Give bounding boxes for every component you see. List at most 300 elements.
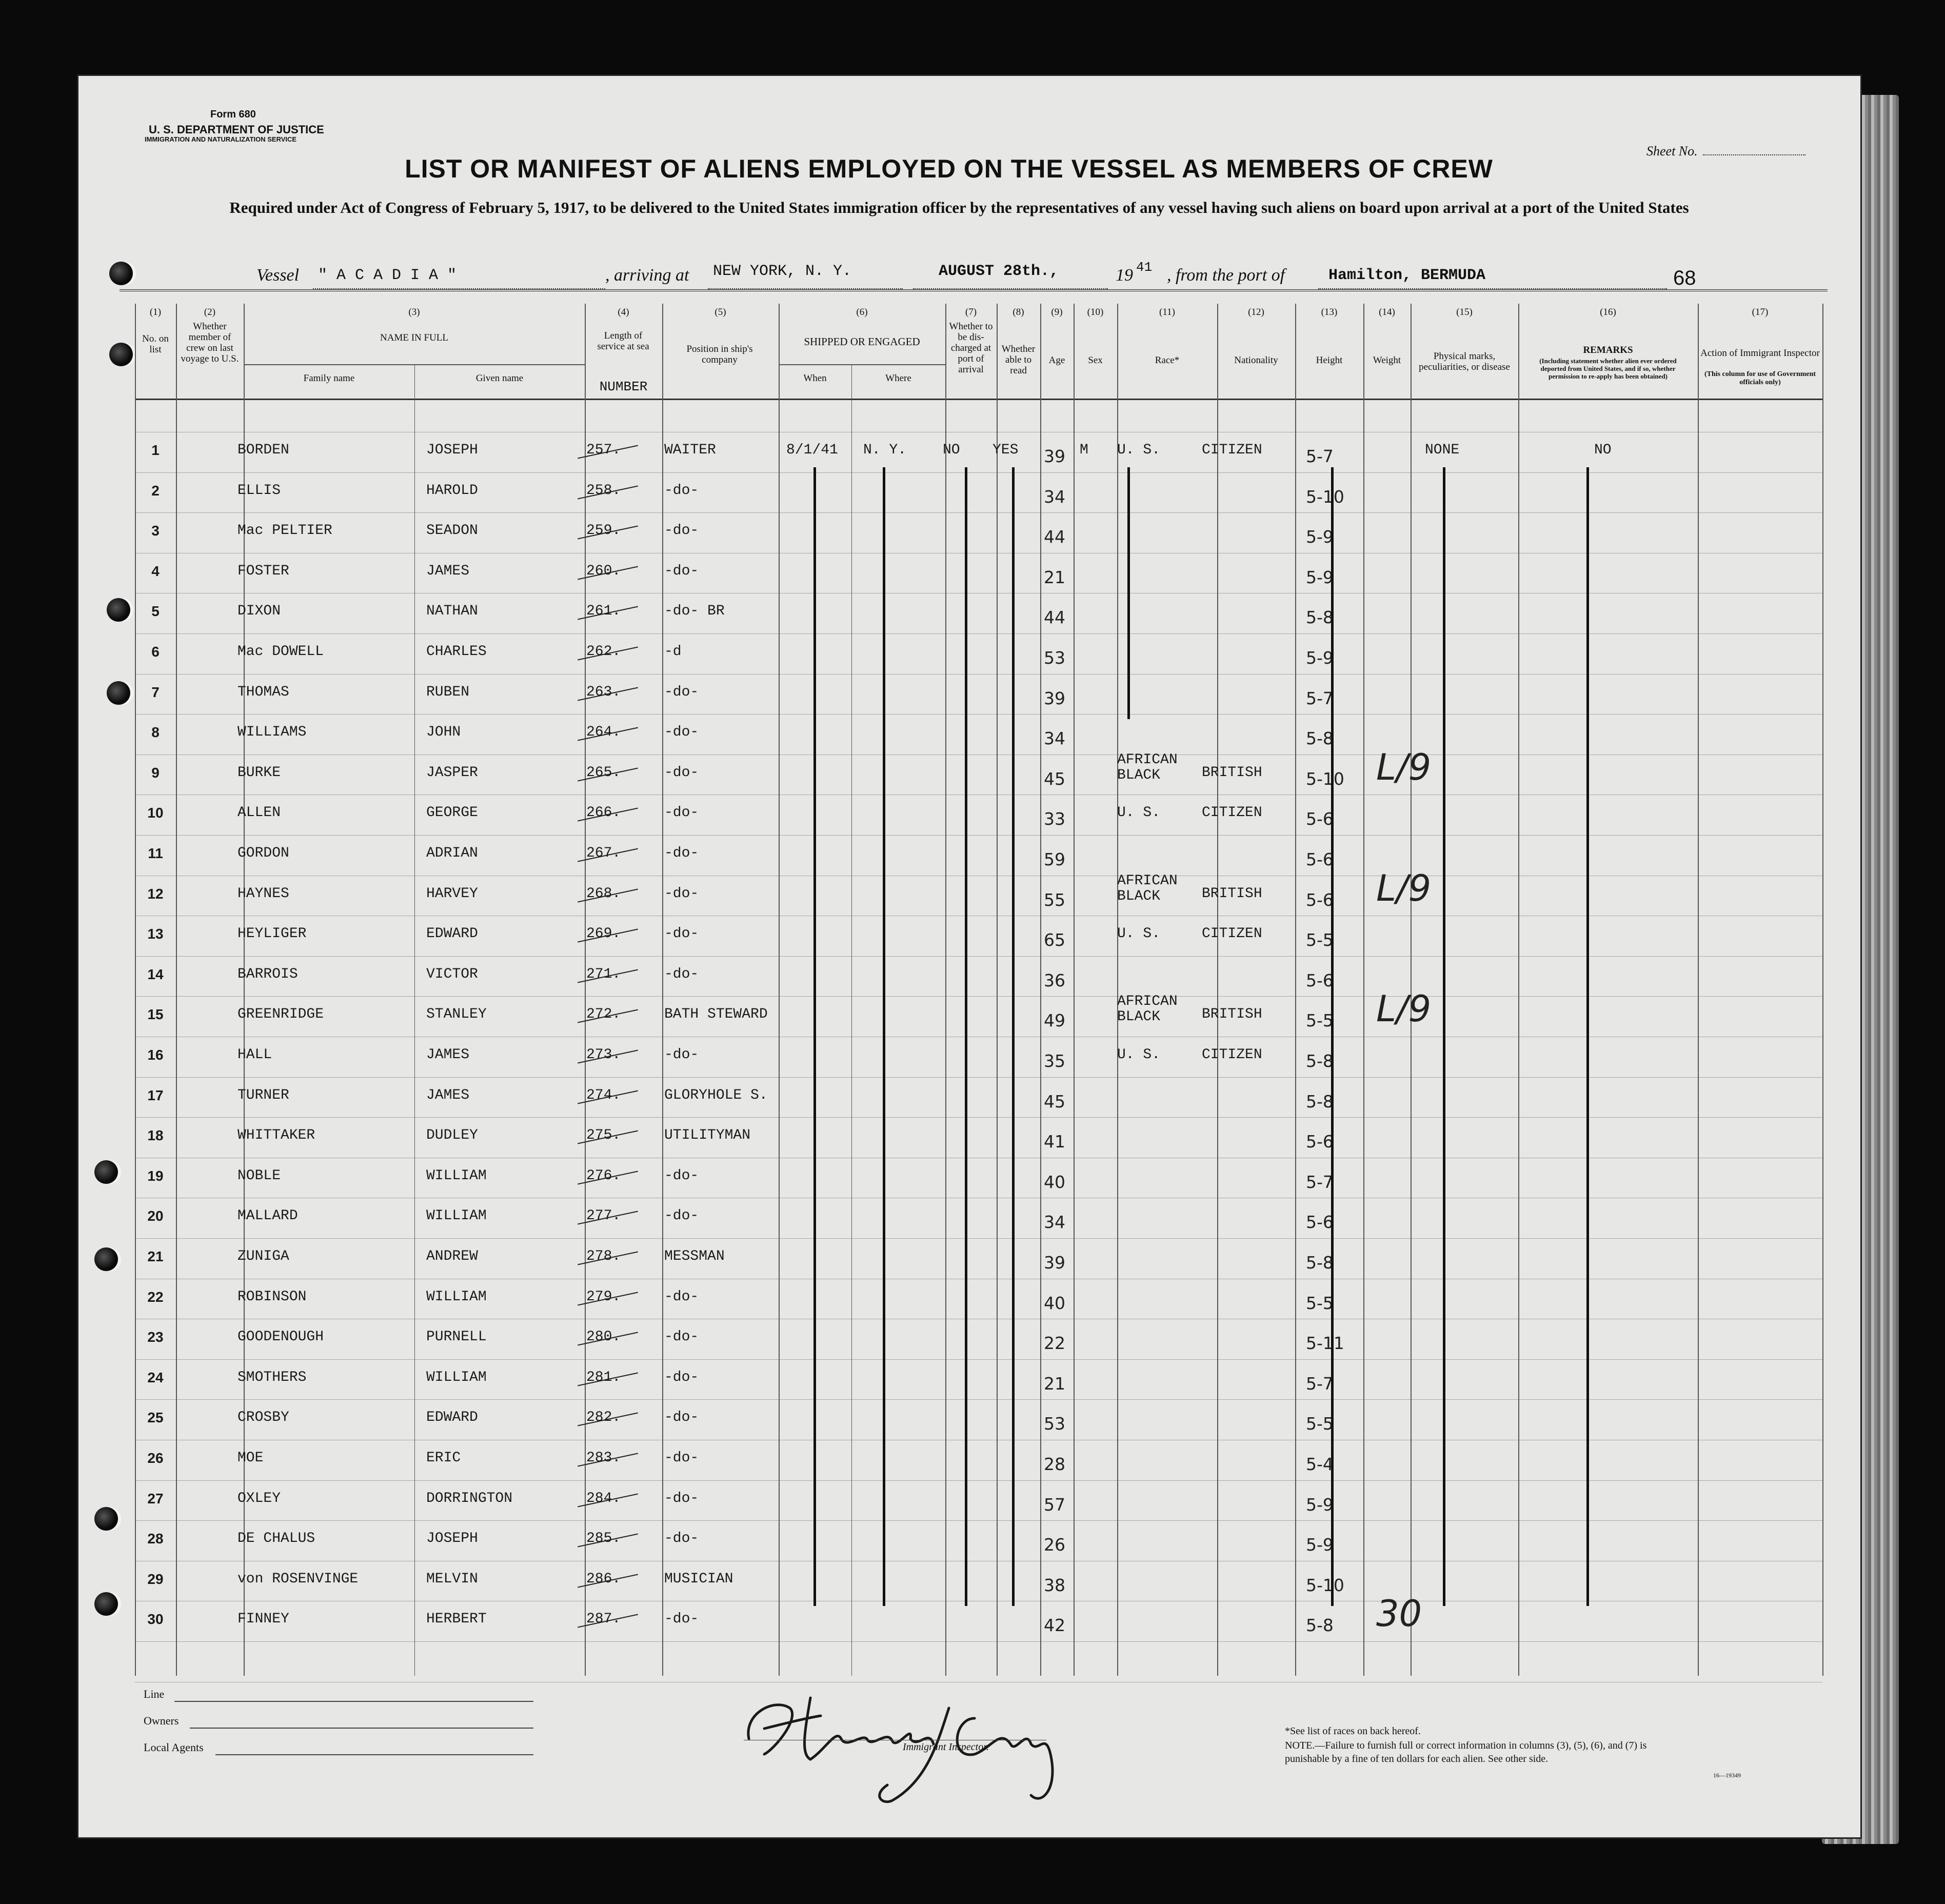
row-number: 258. (586, 482, 621, 499)
row-number: 261. (586, 603, 621, 620)
row-height: 5-9 (1306, 648, 1334, 668)
col-header-sex: Sex (1088, 355, 1103, 366)
form-number: Form 680 (210, 109, 256, 120)
row-no: 20 (147, 1208, 164, 1224)
row-given: WILLIAM (426, 1369, 487, 1385)
col-header-remarks: REMARKS (1583, 345, 1633, 355)
row-age: 28 (1044, 1454, 1065, 1474)
row-given: ERIC (426, 1450, 461, 1466)
row-age: 39 (1044, 688, 1065, 708)
row-no: 13 (147, 926, 164, 942)
row-given: STANLEY (426, 1006, 487, 1023)
row-position: WAITER (664, 442, 716, 458)
row-position: -do- (664, 1329, 699, 1345)
col-num: (14) (1379, 307, 1395, 318)
row-age: 55 (1044, 889, 1065, 910)
row-number: 266. (586, 805, 621, 821)
row-position: MESSMAN (664, 1248, 725, 1264)
row-height: 5-6 (1306, 1132, 1334, 1152)
vessel-label: Vessel (256, 266, 300, 285)
page-number: 68 (1673, 267, 1696, 289)
row-family: NOBLE (237, 1167, 281, 1184)
row-position: -do- (664, 885, 699, 902)
row-age: 38 (1044, 1575, 1065, 1595)
row-age: 53 (1044, 1414, 1065, 1434)
row-height: 5-5 (1306, 1010, 1334, 1031)
row-family: Mac PELTIER (237, 523, 332, 539)
row-family: WHITTAKER (237, 1127, 315, 1144)
ditto-line (883, 467, 885, 1607)
row-position: -do- (664, 1410, 699, 1426)
col-header-remarks-note: (Including statement whether alien ever ordered deported from United States, and if so, whether permission to re-apply has been obtained) (1539, 357, 1677, 380)
row-when: 8/1/41 (786, 442, 838, 458)
row-age: 22 (1044, 1333, 1065, 1354)
row-position: -do- (664, 1450, 699, 1466)
year-suffix: 41 (1136, 260, 1153, 275)
row-given: JOSEPH (426, 442, 478, 458)
row-number: 263. (586, 684, 621, 700)
col-num: (7) (965, 307, 977, 318)
row-number: 283. (586, 1450, 621, 1466)
row-age: 49 (1044, 1010, 1065, 1031)
punch-hole (109, 343, 133, 366)
col-header-position: Position in ship's company (686, 344, 753, 365)
row-family: BURKE (237, 764, 281, 781)
row-age: 44 (1044, 607, 1065, 628)
row-family: TURNER (237, 1087, 289, 1103)
row-family: OXLEY (237, 1490, 281, 1506)
row-given: JAMES (426, 1087, 470, 1103)
row-height: 5-10 (1306, 1575, 1344, 1595)
row-family: THOMAS (237, 684, 289, 700)
row-family: MALLARD (237, 1208, 298, 1224)
row-no: 18 (147, 1127, 164, 1144)
row-age: 53 (1044, 648, 1065, 668)
page-title: LIST OR MANIFEST OF ALIENS EMPLOYED ON THE VESSEL AS MEMBERS OF CREW (405, 154, 1493, 183)
row-family: BARROIS (237, 966, 298, 982)
row-no: 2 (151, 482, 160, 499)
row-position: UTILITYMAN (664, 1127, 751, 1144)
row-age: 39 (1044, 446, 1065, 466)
row-discharged: NO (943, 442, 960, 458)
vessel-name: " A C A D I A " (318, 267, 457, 284)
row-no: 23 (147, 1329, 164, 1345)
row-height: 5-8 (1306, 728, 1334, 749)
row-given: EDWARD (426, 1410, 478, 1426)
row-number: 281. (586, 1369, 621, 1385)
row-no: 15 (147, 1006, 164, 1023)
row-position: -do- (664, 1611, 699, 1628)
col-num: (13) (1321, 307, 1338, 318)
row-height: 5-9 (1306, 1535, 1334, 1555)
col-header-name: NAME IN FULL (380, 332, 448, 343)
row-number: 277. (586, 1208, 621, 1224)
year-prefix: 19 (1116, 266, 1133, 285)
row-mark-hand: 30 (1376, 1593, 1422, 1635)
col-num: (11) (1159, 307, 1175, 318)
row-mark-hand: L/9 (1376, 867, 1432, 909)
row-height: 5-7 (1306, 446, 1334, 466)
col-num: (6) (856, 307, 868, 318)
signature-caption: Immigrant Inspector. (903, 1741, 989, 1753)
row-age: 45 (1044, 1091, 1065, 1112)
row-nationality: BRITISH (1202, 764, 1262, 781)
from-port-label: , from the port of (1167, 266, 1285, 285)
row-position: -do- (664, 563, 699, 579)
row-number: 282. (586, 1410, 621, 1426)
row-remarks: NO (1594, 442, 1612, 458)
col-num: (17) (1752, 307, 1769, 318)
row-no: 17 (147, 1087, 164, 1103)
row-family: DE CHALUS (237, 1531, 315, 1547)
row-no: 1 (151, 442, 160, 458)
row-race: U. S. (1117, 926, 1161, 942)
row-position: -do- (664, 1531, 699, 1547)
col-header-race: Race* (1155, 355, 1180, 366)
col-header-height: Height (1316, 355, 1343, 366)
row-given: HAROLD (426, 482, 478, 499)
col-header-discharged: Whether to be dis-charged at port of arrival (949, 321, 993, 375)
row-height: 5-4 (1306, 1454, 1334, 1474)
punch-hole (94, 1247, 118, 1271)
row-number: 273. (586, 1047, 621, 1063)
row-no: 7 (151, 684, 160, 700)
row-family: FINNEY (237, 1611, 289, 1628)
row-no: 26 (147, 1450, 164, 1466)
row-given: JASPER (426, 764, 478, 781)
col-header-inspector: Action of Immigrant Inspector (1700, 348, 1820, 359)
row-number: 268. (586, 885, 621, 902)
row-nationality: CITIZEN (1202, 926, 1262, 942)
row-height: 5-6 (1306, 1212, 1334, 1233)
row-position: -do- BR (664, 603, 725, 620)
row-number: 265. (586, 764, 621, 781)
row-age: 41 (1044, 1132, 1065, 1152)
row-given: DUDLEY (426, 1127, 478, 1144)
row-no: 24 (147, 1369, 164, 1385)
row-number: 264. (586, 724, 621, 741)
row-number: 278. (586, 1248, 621, 1264)
row-age: 35 (1044, 1051, 1065, 1071)
row-position: -do- (664, 523, 699, 539)
row-given: ADRIAN (426, 845, 478, 861)
row-given: HERBERT (426, 1611, 487, 1628)
row-number: 269. (586, 926, 621, 942)
row-number: 272. (586, 1006, 621, 1023)
col-header-family-name: Family name (303, 373, 355, 384)
row-age: 34 (1044, 728, 1065, 749)
row-given: JOSEPH (426, 1531, 478, 1547)
row-height: 5-7 (1306, 1373, 1334, 1394)
col-num: (1) (149, 307, 162, 318)
ditto-line (1331, 467, 1334, 1607)
row-height: 5-8 (1306, 607, 1334, 628)
row-age: 36 (1044, 970, 1065, 990)
row-race: U. S. (1117, 442, 1161, 458)
row-given: GEORGE (426, 805, 478, 821)
row-race: AFRICAN BLACK (1117, 872, 1178, 904)
row-height: 5-6 (1306, 889, 1334, 910)
row-height: 5-5 (1306, 930, 1334, 950)
row-age: 26 (1044, 1535, 1065, 1555)
row-position: -do- (664, 684, 699, 700)
owners-label: Owners (144, 1714, 179, 1727)
row-race: AFRICAN BLACK (1117, 994, 1178, 1025)
row-number: 260. (586, 563, 621, 579)
row-height: 5-5 (1306, 1414, 1334, 1434)
col-num: (3) (408, 307, 420, 318)
row-given: PURNELL (426, 1329, 487, 1345)
col-num: (2) (204, 307, 216, 318)
row-given: EDWARD (426, 926, 478, 942)
row-sex: M (1080, 442, 1088, 458)
row-race: U. S. (1117, 805, 1161, 821)
row-given: NATHAN (426, 603, 478, 620)
row-age: 44 (1044, 527, 1065, 547)
col-header-age: Age (1048, 355, 1065, 366)
row-age: 34 (1044, 486, 1065, 507)
ditto-line (1127, 467, 1130, 720)
row-no: 14 (147, 966, 164, 982)
row-family: CROSBY (237, 1410, 289, 1426)
col-num: (10) (1087, 307, 1104, 318)
row-given: WILLIAM (426, 1288, 487, 1305)
col-header-read: Whether able to read (1001, 344, 1036, 376)
row-race: AFRICAN BLACK (1117, 751, 1178, 783)
row-height: 5-9 (1306, 567, 1334, 587)
row-age: 42 (1044, 1615, 1065, 1636)
row-family: GREENRIDGE (237, 1006, 324, 1023)
department-name: U. S. DEPARTMENT OF JUSTICE (149, 123, 324, 136)
row-position: -do- (664, 1288, 699, 1305)
punch-hole (94, 1160, 118, 1184)
manifest-table (135, 304, 1822, 1676)
sheet-number-label: Sheet No. (1646, 144, 1805, 159)
row-number: 279. (586, 1288, 621, 1305)
row-position: -do- (664, 764, 699, 781)
col-header-shipped: SHIPPED OR ENGAGED (804, 335, 920, 348)
from-port: Hamilton, BERMUDA (1328, 267, 1486, 284)
arriving-port: NEW YORK, N. Y. (713, 263, 852, 280)
row-number: 285. (586, 1531, 621, 1547)
row-age: 39 (1044, 1253, 1065, 1273)
row-given: DORRINGTON (426, 1490, 513, 1506)
row-number: 286. (586, 1571, 621, 1587)
vessel-line (0, 260, 1945, 291)
row-no: 19 (147, 1167, 164, 1184)
ditto-line (813, 467, 816, 1607)
row-nationality: CITIZEN (1202, 1047, 1262, 1063)
row-no: 3 (151, 523, 160, 539)
row-family: von ROSENVINGE (237, 1571, 359, 1587)
row-no: 16 (147, 1047, 164, 1063)
row-no: 30 (147, 1611, 164, 1628)
row-no: 28 (147, 1531, 164, 1547)
col-num: (9) (1051, 307, 1063, 318)
row-given: WILLIAM (426, 1208, 487, 1224)
row-nationality: BRITISH (1202, 1006, 1262, 1023)
row-age: 59 (1044, 849, 1065, 869)
row-position: -do- (664, 1369, 699, 1385)
col-header-where: Where (885, 373, 911, 384)
agents-label: Local Agents (144, 1741, 204, 1754)
row-no: 8 (151, 724, 160, 741)
row-height: 5-9 (1306, 1494, 1334, 1515)
row-no: 5 (151, 603, 160, 620)
row-no: 12 (147, 885, 164, 902)
row-age: 45 (1044, 768, 1065, 789)
row-position: -do- (664, 1167, 699, 1184)
ditto-line (1443, 467, 1445, 1607)
row-mark-hand: L/9 (1376, 746, 1432, 788)
row-position: -do- (664, 805, 699, 821)
row-family: Mac DOWELL (237, 644, 324, 660)
row-position: MUSICIAN (664, 1571, 733, 1587)
col-header-service: Length of service at sea (597, 330, 649, 352)
row-position: -do- (664, 966, 699, 982)
row-age: 21 (1044, 567, 1065, 587)
line-label: Line (144, 1688, 165, 1700)
row-height: 5-7 (1306, 688, 1334, 708)
row-height: 5-8 (1306, 1051, 1334, 1071)
row-given: ANDREW (426, 1248, 478, 1264)
row-given: JOHN (426, 724, 461, 741)
row-given: RUBEN (426, 684, 470, 700)
row-given: JAMES (426, 563, 470, 579)
arriving-label: , arriving at (605, 266, 689, 285)
punch-hole (94, 1507, 118, 1531)
row-position: -do- (664, 1208, 699, 1224)
col-num: (5) (715, 307, 726, 318)
row-no: 25 (147, 1410, 164, 1426)
form-code: 16—19349 (1713, 1772, 1741, 1779)
row-family: ZUNIGA (237, 1248, 289, 1264)
col-header-when: When (803, 373, 827, 384)
row-height: 5-8 (1306, 1253, 1334, 1273)
row-height: 5-5 (1306, 1293, 1334, 1313)
row-height: 5-6 (1306, 970, 1334, 990)
row-family: ROBINSON (237, 1288, 307, 1305)
row-number: 262. (586, 644, 621, 660)
row-height: 5-8 (1306, 1091, 1334, 1112)
row-number: 271. (586, 966, 621, 982)
arrival-date: AUGUST 28th., (939, 263, 1059, 280)
row-no: 6 (151, 644, 160, 660)
row-age: 57 (1044, 1494, 1065, 1515)
col-header-weight: Weight (1373, 355, 1401, 366)
row-age: 33 (1044, 809, 1065, 829)
row-number: 280. (586, 1329, 621, 1345)
row-family: GOODENOUGH (237, 1329, 324, 1345)
row-number: 274. (586, 1087, 621, 1103)
row-age: 21 (1044, 1373, 1065, 1394)
row-position: -do- (664, 1490, 699, 1506)
race-note: *See list of races on back hereof. (1285, 1726, 1421, 1737)
page-subtitle: Required under Act of Congress of February 5, 1917, to be delivered to the United States immigration officer by the representatives of any vessel having such aliens on board upon arrival at a port of the United States (229, 199, 1689, 216)
punch-hole (107, 681, 130, 705)
col-num: (16) (1600, 307, 1616, 318)
row-mark-hand: L/9 (1376, 988, 1432, 1030)
row-family: BORDEN (237, 442, 289, 458)
row-number: 259. (586, 523, 621, 539)
col-num: (15) (1456, 307, 1473, 318)
row-nationality: CITIZEN (1202, 805, 1262, 821)
row-family: HEYLIGER (237, 926, 307, 942)
col-num: (4) (618, 307, 629, 318)
row-height: 5-6 (1306, 849, 1334, 869)
row-height: 5-9 (1306, 527, 1334, 547)
row-given: SEADON (426, 523, 478, 539)
col-num: (12) (1248, 307, 1264, 318)
col-header-nationality: Nationality (1234, 355, 1278, 366)
row-height: 5-8 (1306, 1615, 1334, 1636)
row-height: 5-10 (1306, 486, 1344, 507)
row-family: FOSTER (237, 563, 289, 579)
col-header-marks: Physical marks, peculiarities, or disease (1419, 351, 1510, 372)
row-height: 5-6 (1306, 809, 1334, 829)
row-family: MOE (237, 1450, 264, 1466)
row-where: N. Y. (863, 442, 907, 458)
row-age: 34 (1044, 1212, 1065, 1233)
row-nationality: BRITISH (1202, 885, 1262, 902)
row-marks: NONE (1425, 442, 1460, 458)
row-given: CHARLES (426, 644, 487, 660)
punch-hole (94, 1592, 118, 1616)
row-no: 22 (147, 1288, 164, 1305)
row-family: WILLIAMS (237, 724, 307, 741)
row-no: 9 (151, 764, 160, 781)
row-height: 5-10 (1306, 768, 1344, 789)
row-position: -do- (664, 1047, 699, 1063)
service-name: IMMIGRATION AND NATURALIZATION SERVICE (145, 135, 297, 143)
col-header-no: No. on list (142, 333, 169, 355)
row-number: 267. (586, 845, 621, 861)
row-number: 275. (586, 1127, 621, 1144)
ditto-line (965, 467, 967, 1607)
row-position: -do- (664, 724, 699, 741)
col-num: (8) (1013, 307, 1024, 318)
row-given: WILLIAM (426, 1167, 487, 1184)
row-number: 276. (586, 1167, 621, 1184)
ditto-line (1012, 467, 1015, 1607)
row-read: YES (993, 442, 1019, 458)
row-family: SMOTHERS (237, 1369, 307, 1385)
row-age: 40 (1044, 1172, 1065, 1192)
row-nationality: CITIZEN (1202, 442, 1262, 458)
row-family: GORDON (237, 845, 289, 861)
row-position: -do- (664, 926, 699, 942)
row-age: 40 (1044, 1293, 1065, 1313)
row-position: -d (664, 644, 682, 660)
row-no: 29 (147, 1571, 164, 1587)
row-number: 284. (586, 1490, 621, 1506)
row-family: HAYNES (237, 885, 289, 902)
row-no: 27 (147, 1490, 164, 1506)
col-header-last-voyage: Whether member of crew on last voyage to U.S. (181, 321, 239, 364)
row-family: ELLIS (237, 482, 281, 499)
penalty-note: NOTE.—Failure to furnish full or correct information in columns (3), (5), (6), and (7) is punishable by a fine of ten dollars for each alien. See other side. (1285, 1740, 1647, 1764)
row-family: ALLEN (237, 805, 281, 821)
col-header-inspector-note: (This column for use of Government officials only) (1704, 370, 1816, 386)
row-race: U. S. (1117, 1047, 1161, 1063)
row-position: BATH STEWARD (664, 1006, 768, 1023)
col-header-given-name: Given name (475, 373, 524, 384)
row-given: HARVEY (426, 885, 478, 902)
row-position: -do- (664, 845, 699, 861)
row-given: MELVIN (426, 1571, 478, 1587)
row-family: HALL (237, 1047, 272, 1063)
row-height: 5-7 (1306, 1172, 1334, 1192)
